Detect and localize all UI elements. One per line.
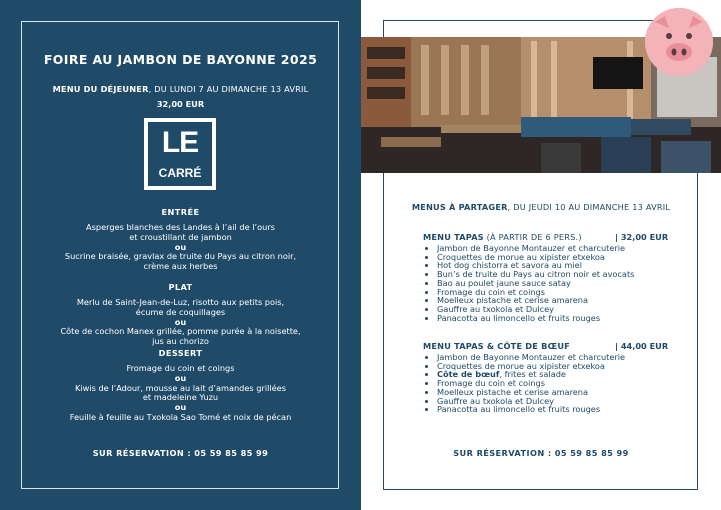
entree-line: et croustillant de jambon <box>129 231 232 242</box>
lunch-reservation: SUR RÉSERVATION : 05 59 85 85 99 <box>92 448 269 458</box>
list-item: • Gauffre au txokola et Dulcey <box>437 305 634 314</box>
dessert-section <box>0 348 361 423</box>
highlight-dish: Côte de bœuf <box>437 369 500 380</box>
dessert-or: ou <box>174 402 187 413</box>
menu-tapas-note: (À PARTIR DE 6 PERS.) <box>483 232 582 242</box>
dessert-line: Feuille à feuille au Txokola Sao Tomé et noix de pécan <box>69 411 292 422</box>
plat-line: Merlu de Saint-Jean-de-Luz, risotto aux petits pois, <box>76 297 285 307</box>
list-item: • Hot dog chistorra et savora au miel <box>437 261 634 270</box>
plat-line: écume de coquillages <box>135 306 226 317</box>
menu-tapas-cote-title: MENU TAPAS & CÔTE DE BŒUF <box>423 341 570 351</box>
entree-or: ou <box>174 241 187 252</box>
list-item: • Croquettes de morue au xipister etxekoa <box>437 253 634 262</box>
plat-line: jus au chorizo <box>152 336 209 347</box>
list-item: • Moelleux pistache et cerise amarena <box>437 388 625 397</box>
menu-tapas-title <box>423 232 582 242</box>
sharing-menu-label: MENUS À PARTAGER <box>411 202 508 212</box>
list-item: • Croquettes de morue au xipister etxekoa <box>437 362 625 371</box>
logo-text-le: LE <box>161 126 199 159</box>
plat-heading: PLAT <box>168 282 193 292</box>
list-item: • Jambon de Bayonne Montauzer et charcuterie <box>437 244 634 253</box>
list-item: • Panacotta au limoncello et fruits rouges <box>437 405 625 414</box>
entree-heading: ENTRÉE <box>161 207 200 217</box>
dessert-line: Fromage du coin et coings <box>126 363 235 373</box>
lunch-menu-price: 32,00 EUR <box>156 99 205 109</box>
lunch-menu-label: MENU DU DÉJEUNER <box>52 84 149 94</box>
menu-tapas-name: MENU TAPAS <box>423 232 484 242</box>
menu-tapas-cote-items <box>425 353 625 414</box>
list-item: • Bun’s de truite du Pays au citron noir et avocats <box>437 270 634 279</box>
list-item: • Bao au poulet jaune sauce satay <box>437 279 634 288</box>
plat-line: Côte de cochon Manex grillée, pomme purée à la noisette, <box>60 326 301 337</box>
entree-line: Asperges blanches des Landes à l’ail de l’ours <box>86 222 275 232</box>
entree-line: crème aux herbes <box>143 261 218 272</box>
list-item: • Panacotta au limoncello et fruits rouges <box>437 314 634 323</box>
le-carre-logo <box>144 118 216 190</box>
sharing-menu-dates: , DU JEUDI 10 AU DIMANCHE 13 AVRIL <box>507 202 671 212</box>
list-item: • Fromage du coin et coings <box>437 379 625 388</box>
pig-face-icon <box>645 8 713 76</box>
list-item: • Jambon de Bayonne Montauzer et charcuterie <box>437 353 625 362</box>
dessert-or: ou <box>174 372 187 383</box>
plat-section <box>0 282 361 347</box>
page-title: FOIRE AU JAMBON DE BAYONNE 2025 <box>43 52 318 67</box>
highlight-dish-rest: , frites et salade <box>499 369 566 380</box>
sharing-menu-heading <box>361 202 721 212</box>
list-item: • Moelleux pistache et cerise amarena <box>437 296 634 305</box>
dessert-line: et madeleine Yuzu <box>142 392 219 403</box>
plat-or: ou <box>174 316 187 327</box>
dessert-line: Kiwis de l’Adour, mousse au lait d’amandes grillées <box>75 382 286 393</box>
entree-section <box>0 207 361 272</box>
lunch-menu-subtitle <box>0 84 361 94</box>
list-item: • Fromage du coin et coings <box>437 288 634 297</box>
logo-inner <box>148 122 212 186</box>
menu-tapas-items <box>425 244 634 322</box>
pig-face-drawing <box>645 8 713 76</box>
sharing-reservation: SUR RÉSERVATION : 05 59 85 85 99 <box>453 448 629 458</box>
lunch-menu-dates: , DU LUNDI 7 AU DIMANCHE 13 AVRIL <box>148 84 309 94</box>
menu-tapas-cote-price: | 44,00 EUR <box>615 341 669 351</box>
entree-line: Sucrine braisée, gravlax de truite du Pays au citron noir, <box>64 251 297 262</box>
logo-text-carre: CARRÉ <box>158 166 202 180</box>
list-item: • Gauffre au txokola et Dulcey <box>437 397 625 406</box>
menu-tapas-price: | 32,00 EUR <box>615 232 669 242</box>
dessert-heading: DESSERT <box>158 348 203 358</box>
